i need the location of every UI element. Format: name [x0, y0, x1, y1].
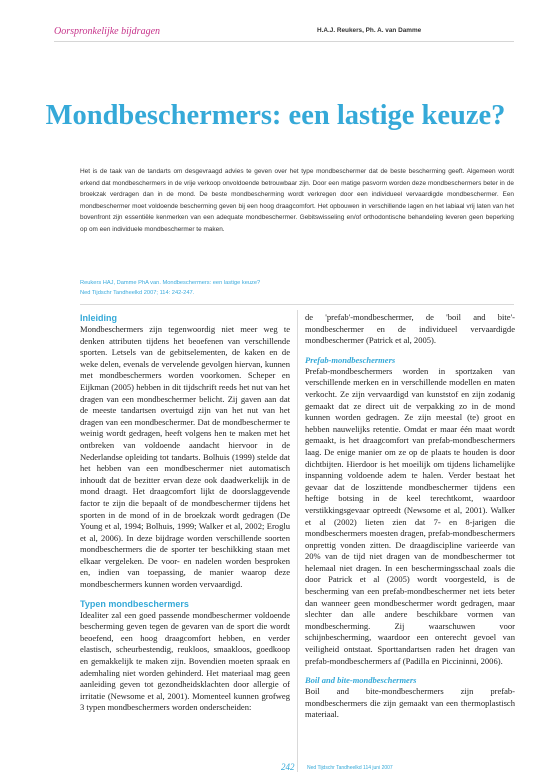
article-title: Mondbeschermers: een lastige keuze?: [45, 100, 506, 131]
left-column: [80, 312, 290, 714]
citation: [80, 278, 380, 299]
paragraph-prefab: Prefab-mondbeschermers worden in sportzaken van verschillende merken en in verschillende modellen en maten verkocht. Ze zijn vervaardigd van kunststof en zijn zodanig gemaakt dat ze direct uit de verpakking zo in de mond kunnen worden gedragen. Ze zijn meestal (te) groot en hebben nauwelijks retentie. Omdat er maar één maat wordt gemaakt, is het draagcomfort van prefab-mondbeschermers laag. De enige manier om ze op de plaats te houden is door dichtbijten. Hierdoor is het moeilijk om tijdens lichamelijke inspanning voldoende adem te halen. Verder bestaat het gevaar dat de loszittende mondbeschermer tijdens een heftige botsing in de keel terechtkomt, waardoor verstikkingsgevaar optreedt (Newsome et al, 2001). Walker et al (2002) lieten zien dat 7- en 8-jarigen die mondbeschermers moesten dragen, prefab-mondbeschermers onprettig vonden zitten. De draagdiscipline varieerde van 20% van de tijd niet dragen van de mondbeschermer tot helemaal niet dragen. In een beschermingsschaal zoals die door Patrick et al (2005) wordt voorgesteld, is de bescherming van een prefab-mondbeschermer net iets beter dan wanneer geen mondbeschermer wordt gedragen, maar slechter dan alle andere beschikbare vormen van mondbescherming. Zij waarschuwen voor schijnbescherming, waardoor een onterecht gevoel van veiligheid ontstaat. Sporttandartsen raden het dragen van prefab-mondbeschermers af (Padilla en Piccininni, 2006).: [305, 365, 515, 666]
section-heading-inleiding: Inleiding: [80, 313, 117, 323]
abstract: Het is de taak van de tandarts om desgevraagd advies te geven over het type mondbeschermer dat de beste bescherming geeft. Algemeen wordt erkend dat mondbeschermers in de vrije verkoop onvoldoende betrouwbaar zijn. Door een matige pasvorm worden deze mondbeschermers beter in de broekzak verdragen dan in de mond. De beste mondbescherming wordt verkregen door een individueel vervaardigde mondbeschermer. Een mondbeschermer moet voldoende bescherming geven bij een hoog draagcomfort. Het opbouwen in verschillende lagen en het labiaal vrij laten van het bovenfront zijn essentiële kenmerken van een adequate mondbeschermer. Gebitswisseling en/of orthodontische behandeling leveren geen beperking op om een individuele mondbeschermer te maken.: [80, 168, 514, 233]
subheading-boil-and-bite: Boil and bite-mondbeschermers: [305, 675, 417, 686]
page-number: 242: [281, 762, 295, 772]
footer-journal: Ned Tijdschr Tandheelkd 114 juni 2007: [307, 765, 393, 771]
paragraph-boil-and-bite: Boil and bite-mondbeschermers zijn prefab-mondbeschermers die zijn gemaakt van een thermoplastisch materiaal.: [305, 686, 515, 720]
section-heading-typen: Typen mondbeschermers: [80, 598, 189, 609]
header-divider: [54, 41, 514, 42]
paragraph-typen: Idealiter zal een goed passende mondbeschermer voldoende bescherming geven tegen de gevaren van de sport die wordt beoefend, een hoog draagcomfort hebben, en verder elastisch, scheurbestendig, reukloos, smaakloos, goedkoop en gemakkelijk te maken zijn. Bovendien moeten spraak en ademhaling niet worden gehinderd. Het materiaal mag geen aanleiding geven tot gezondheidsklachten door allergie of irritatie (Newsome et al, 2001). Momenteel kunnen grofweg 3 typen mondbeschermers worden onderscheiden:: [80, 609, 290, 713]
subheading-prefab: Prefab-mondbeschermers: [305, 354, 396, 365]
citation-line-2: Ned Tijdschr Tandheelkd 2007; 114: 242-247.: [80, 290, 195, 297]
header-authors: H.A.J. Reukers, Ph. A. van Damme: [317, 27, 422, 34]
citation-line-1: Reukers HAJ, Damme PhA van. Mondbeschermers: een lastige keuze?: [80, 280, 261, 286]
section-label: Oorspronkelijke bijdragen: [54, 26, 161, 37]
right-column: [305, 312, 515, 721]
column-divider: [297, 310, 298, 772]
paragraph-continued: de 'prefab'-mondbeschermer, de 'boil and bite'-mondbeschermer en de individueel vervaardigde mondbeschermer (Patrick et al, 2005).: [305, 312, 515, 346]
page-footer: [0, 762, 551, 776]
paragraph-inleiding: Mondbeschermers zijn tegenwoordig niet meer weg te denken attributen tijdens het beoefenen van verschillende sporten. Letsels van de gebitselementen, de kaken en de weke delen, evenals de vervelende gevolgen hiervan, kunnen met mondbeschermers worden voorkomen. Scheper en Eijkman (2005) hebben in dit tijdschrift reeds het nut van het dragen van een mondbeschermer belicht. Zij gaven aan dat de meeste tandartsen overtuigd zijn van het nut van het dragen van een mondbeschermer. Dat de mondbeschermer te weinig wordt gedragen, heeft volgens hen te maken met het ontbreken van voldoende aandacht hiervoor in de Nederlandse opleiding tot tandarts. Bolhuis (1999) stelde dat het hebben van een mondbeschermer niet automatisch inhoudt dat de bezitter ervan deze ook daadwerkelijk in de mond draagt. Het draagcomfort lijkt de doorslaggevende factor te zijn die bepaalt of de mondbeschermer tijdens het sporten in de mond of in de broekzak wordt gedragen (De Young et al, 1994; Bolhuis, 1999; Walker et al, 2002; Eroglu et al, 2006). In deze bijdrage worden verschillende soorten mondbeschermers die de sporter ter beschikking staan met elkaar vergeleken. De voor- en nadelen worden besproken en, indien van toepassing, de manier waarop deze mondbeschermers kunnen worden vervaardigd.: [80, 324, 290, 590]
citation-divider: [80, 304, 514, 305]
